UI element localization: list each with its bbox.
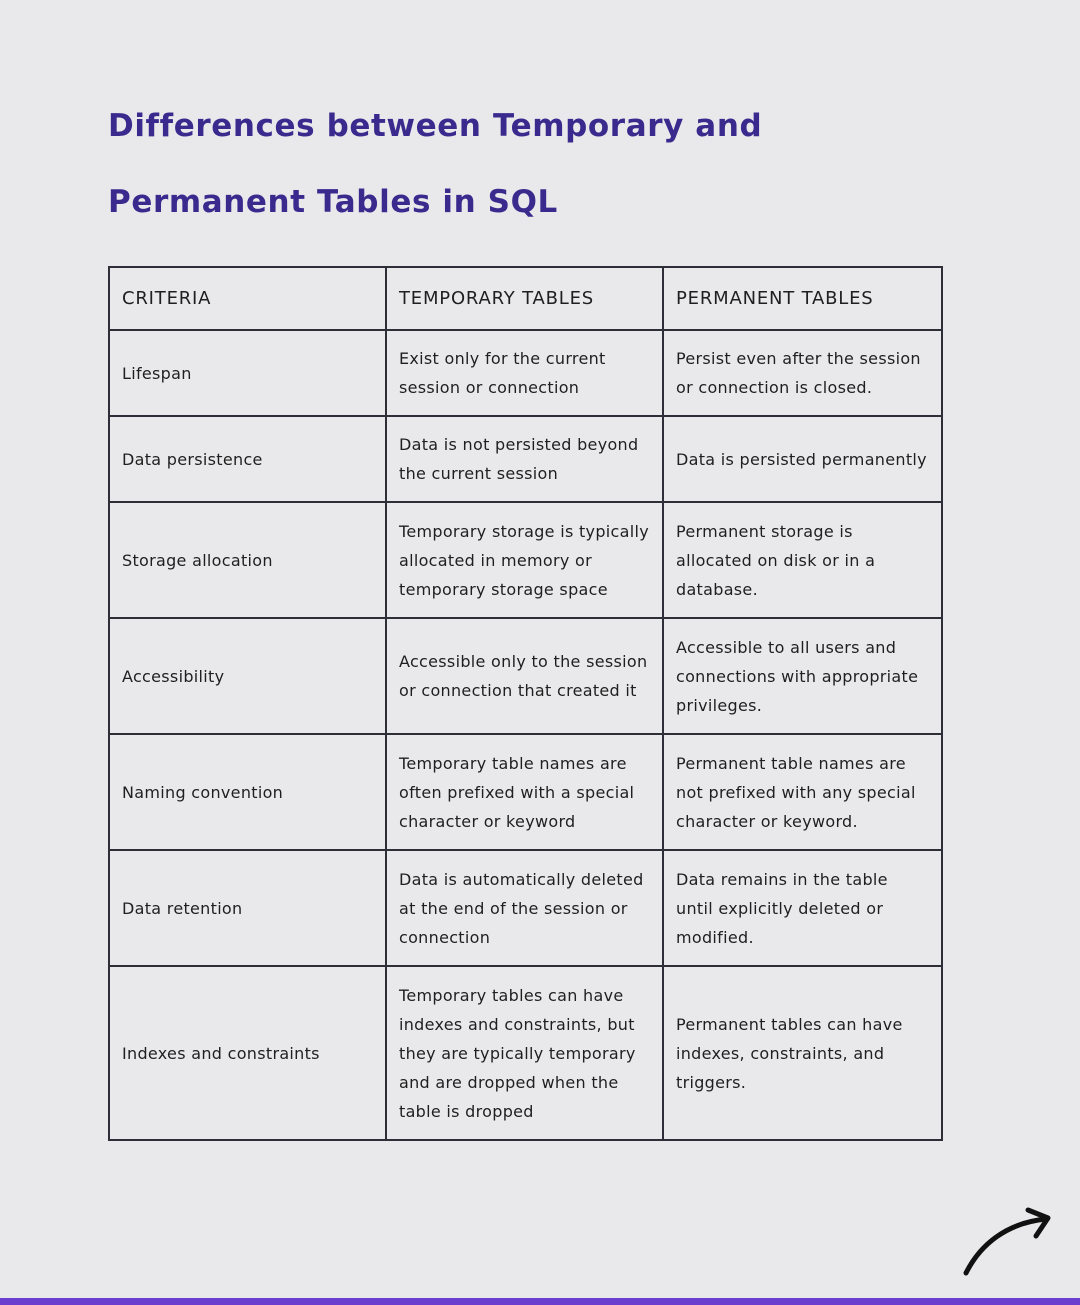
- table-header-row: [109, 267, 942, 330]
- criteria-cell: Indexes and constraints: [109, 966, 386, 1140]
- header-temporary-tables: TEMPORARY TABLES: [386, 267, 663, 330]
- temporary-cell: Temporary tables can have indexes and constraints, but they are typically temporary and are dropped when the table is dropped: [386, 966, 663, 1140]
- table-row: [109, 618, 942, 734]
- permanent-cell: Accessible to all users and connections with appropriate privileges.: [663, 618, 942, 734]
- bottom-accent-bar: [0, 1298, 1080, 1305]
- page-title-line-2: Permanent Tables in SQL: [108, 184, 558, 220]
- table-row: [109, 330, 942, 416]
- temporary-cell: Data is not persisted beyond the current session: [386, 416, 663, 502]
- criteria-cell: Data persistence: [109, 416, 386, 502]
- permanent-cell: Data is persisted permanently: [663, 416, 942, 502]
- criteria-cell: Storage allocation: [109, 502, 386, 618]
- permanent-cell: Permanent storage is allocated on disk or in a database.: [663, 502, 942, 618]
- permanent-cell: Permanent tables can have indexes, constraints, and triggers.: [663, 966, 942, 1140]
- permanent-cell: Permanent table names are not prefixed with any special character or keyword.: [663, 734, 942, 850]
- temporary-cell: Exist only for the current session or connection: [386, 330, 663, 416]
- header-permanent-tables: PERMANENT TABLES: [663, 267, 942, 330]
- criteria-cell: Accessibility: [109, 618, 386, 734]
- temporary-cell: Temporary storage is typically allocated in memory or temporary storage space: [386, 502, 663, 618]
- header-criteria: CRITERIA: [109, 267, 386, 330]
- criteria-cell: Lifespan: [109, 330, 386, 416]
- temporary-cell: Accessible only to the session or connection that created it: [386, 618, 663, 734]
- page-title: [108, 88, 968, 240]
- criteria-cell: Naming convention: [109, 734, 386, 850]
- table-row: [109, 850, 942, 966]
- table-row: [109, 966, 942, 1140]
- table-row: [109, 416, 942, 502]
- permanent-cell: Data remains in the table until explicitly deleted or modified.: [663, 850, 942, 966]
- temporary-cell: Temporary table names are often prefixed with a special character or keyword: [386, 734, 663, 850]
- table-row: [109, 502, 942, 618]
- table-row: [109, 734, 942, 850]
- temporary-cell: Data is automatically deleted at the end of the session or connection: [386, 850, 663, 966]
- arrow-right-icon[interactable]: [958, 1205, 1058, 1283]
- page-title-line-1: Differences between Temporary and: [108, 108, 763, 144]
- criteria-cell: Data retention: [109, 850, 386, 966]
- permanent-cell: Persist even after the session or connection is closed.: [663, 330, 942, 416]
- comparison-table: [108, 266, 943, 1141]
